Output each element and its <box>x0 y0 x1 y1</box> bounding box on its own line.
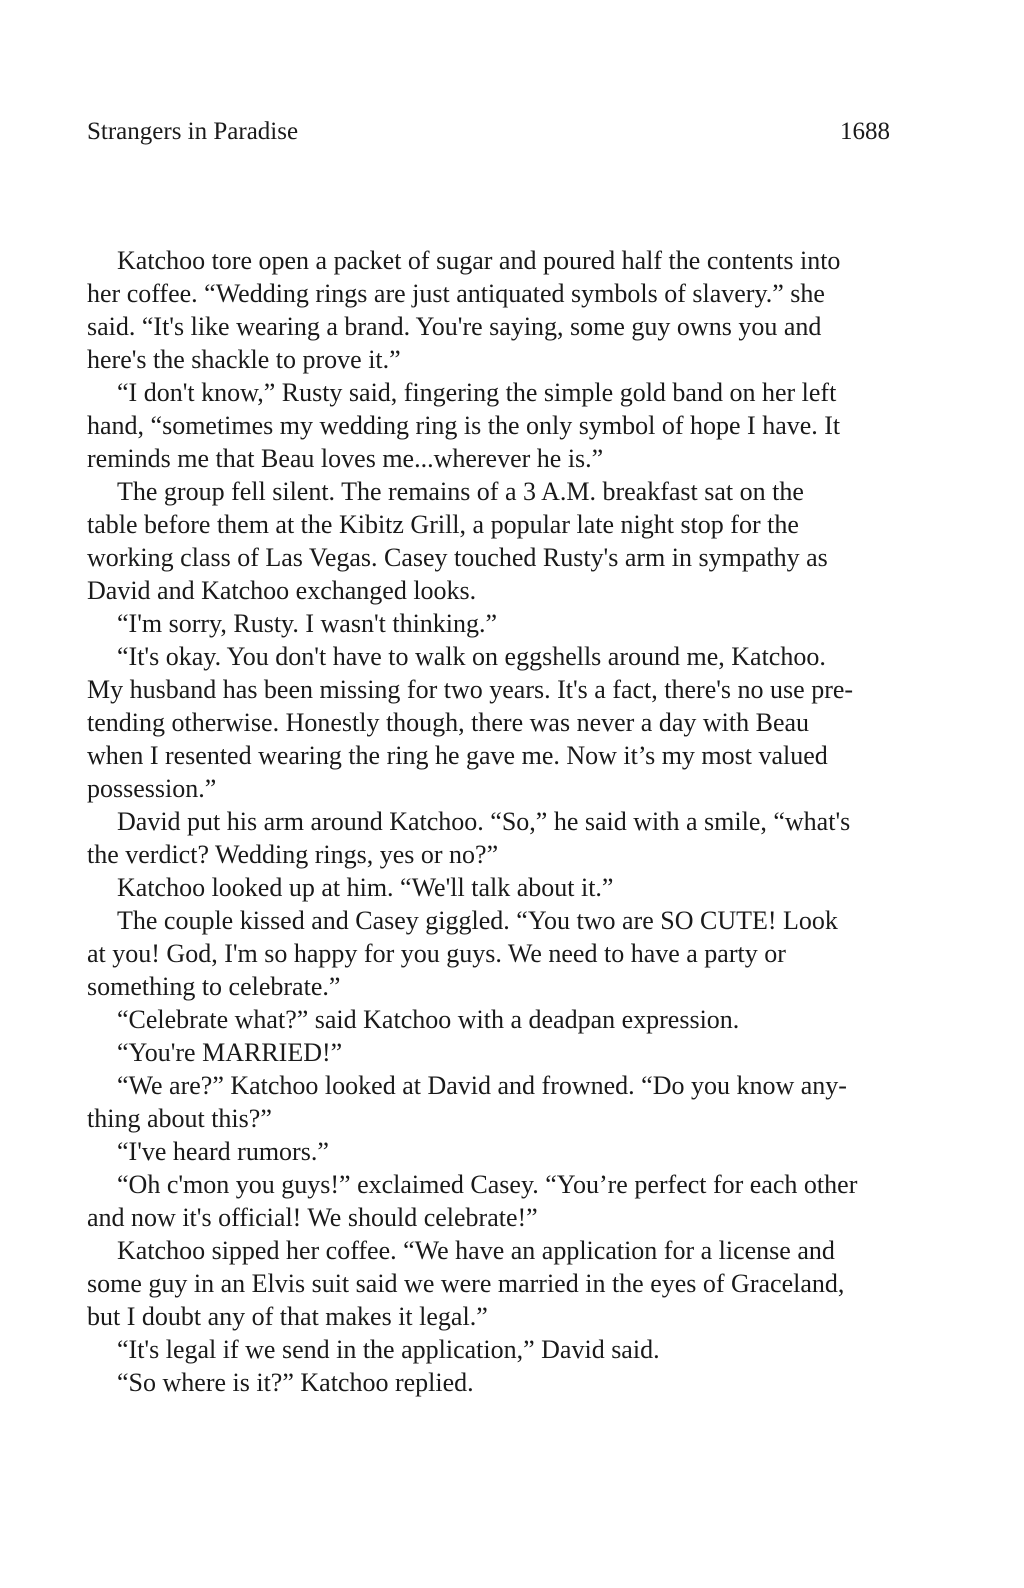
paragraph <box>87 607 895 640</box>
text-line: “You're MARRIED!” <box>117 1038 343 1067</box>
text-line: David and Katchoo exchanged looks. <box>87 576 477 605</box>
text-line: when I resented wearing the ring he gave me. Now it’s my most valued <box>87 741 828 770</box>
text-line: hand, “sometimes my wedding ring is the only symbol of hope I have. It <box>87 411 841 440</box>
page-number: 1688 <box>840 118 890 145</box>
text-line: Katchoo looked up at him. “We'll talk about it.” <box>117 873 614 902</box>
text-line: said. “It's like wearing a brand. You're saying, some guy owns you and <box>87 312 822 341</box>
text-line: tending otherwise. Honestly though, there was never a day with Beau <box>87 708 810 737</box>
text-line: The group fell silent. The remains of a 3 A.M. breakfast sat on the <box>117 477 804 506</box>
text-line: working class of Las Vegas. Casey touched Rusty's arm in sympathy as <box>87 543 828 572</box>
text-line: “Celebrate what?” said Katchoo with a deadpan expression. <box>117 1005 740 1034</box>
text-line: Katchoo sipped her coffee. “We have an application for a license and <box>117 1236 835 1265</box>
text-line: “Oh c'mon you guys!” exclaimed Casey. “You’re perfect for each other <box>117 1170 858 1199</box>
paragraph <box>87 1168 895 1234</box>
text-line: table before them at the Kibitz Grill, a popular late night stop for the <box>87 510 799 539</box>
text-line: here's the shackle to prove it.” <box>87 345 401 374</box>
text-line: thing about this?” <box>87 1104 272 1133</box>
text-line: possession.” <box>87 774 217 803</box>
text-line: her coffee. “Wedding rings are just antiquated symbols of slavery.” she <box>87 279 825 308</box>
paragraph <box>87 1069 895 1135</box>
text-line: Katchoo tore open a packet of sugar and poured half the contents into <box>117 246 841 275</box>
paragraph <box>87 871 895 904</box>
paragraph <box>87 805 895 871</box>
text-line: “I don't know,” Rusty said, fingering the simple gold band on her left <box>117 378 837 407</box>
text-line: at you! God, I'm so happy for you guys. We need to have a party or <box>87 939 786 968</box>
paragraph <box>87 1036 895 1069</box>
text-line: “I'm sorry, Rusty. I wasn't thinking.” <box>117 609 498 638</box>
text-line: “It's okay. You don't have to walk on eggshells around me, Katchoo. <box>117 642 826 671</box>
paragraph <box>87 1333 895 1366</box>
body-text <box>87 244 895 1399</box>
text-line: reminds me that Beau loves me...wherever he is.” <box>87 444 604 473</box>
text-line: “I've heard rumors.” <box>117 1137 329 1166</box>
paragraph <box>87 640 895 805</box>
text-line: “We are?” Katchoo looked at David and frowned. “Do you know any- <box>117 1071 847 1100</box>
paragraph <box>87 1003 895 1036</box>
text-line: some guy in an Elvis suit said we were married in the eyes of Graceland, <box>87 1269 845 1298</box>
paragraph <box>87 1135 895 1168</box>
paragraph <box>87 244 895 376</box>
text-line: “So where is it?” Katchoo replied. <box>117 1368 474 1397</box>
paragraph <box>87 1234 895 1333</box>
text-line: the verdict? Wedding rings, yes or no?” <box>87 840 499 869</box>
running-header <box>87 112 890 152</box>
paragraph <box>87 475 895 607</box>
text-line: but I doubt any of that makes it legal.” <box>87 1302 488 1331</box>
paragraph <box>87 376 895 475</box>
paragraph <box>87 904 895 1003</box>
text-line: My husband has been missing for two years. It's a fact, there's no use pre- <box>87 675 854 704</box>
text-line: David put his arm around Katchoo. “So,” he said with a smile, “what's <box>117 807 851 836</box>
text-line: “It's legal if we send in the application,” David said. <box>117 1335 660 1364</box>
book-title: Strangers in Paradise <box>87 118 299 145</box>
text-line: something to celebrate.” <box>87 972 341 1001</box>
paragraph <box>87 1366 895 1399</box>
text-line: and now it's official! We should celebrate!” <box>87 1203 538 1232</box>
text-line: The couple kissed and Casey giggled. “You two are SO CUTE! Look <box>117 906 838 935</box>
